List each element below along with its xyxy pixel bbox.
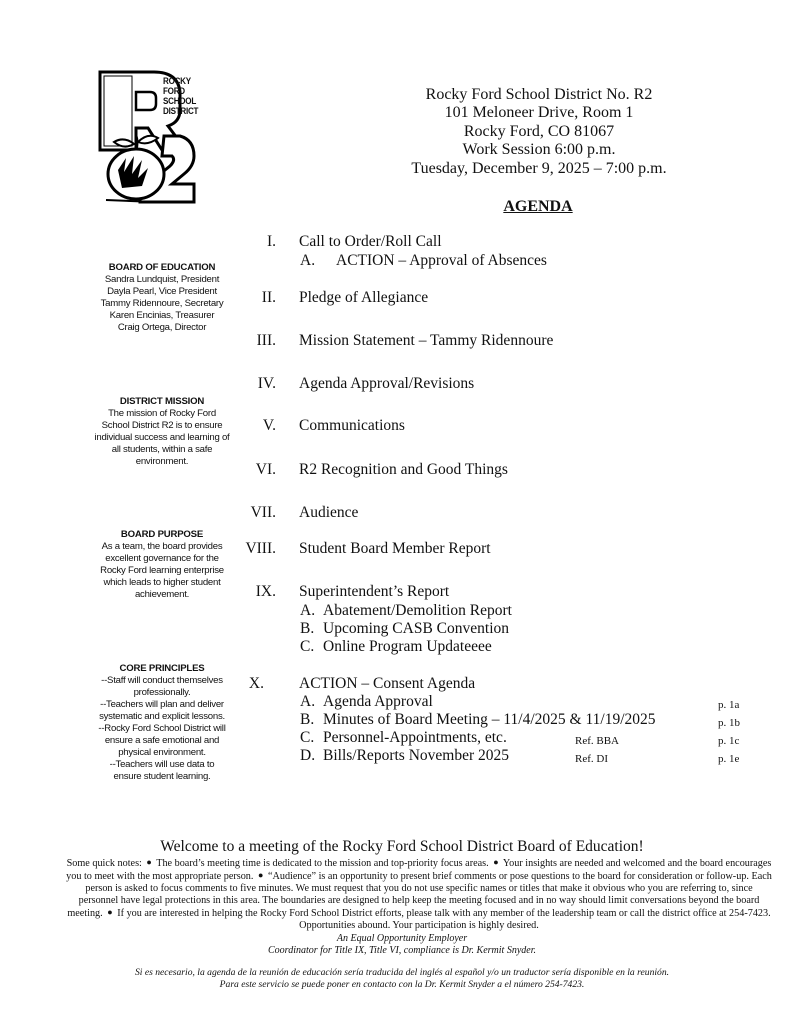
logo-text — [163, 77, 198, 117]
city-line: Rocky Ford, CO 81067 — [463, 122, 615, 140]
title-coordinator: Coordinator for Title IX, Title VI, compliance is Dr. Kermit Snyder. — [268, 944, 536, 956]
principle-line: ensure a safe emotional and — [104, 735, 220, 746]
item-number: V. — [262, 417, 276, 434]
subitem-text: ACTION – Approval of Absences — [336, 252, 547, 269]
bullet-icon: ● — [107, 906, 113, 917]
subitem-text: Upcoming CASB Convention — [323, 620, 510, 637]
equal-opportunity-employer: An Equal Opportunity Employer — [336, 933, 468, 944]
mission-line: all students, within a safe — [111, 444, 213, 455]
item-text: R2 Recognition and Good Things — [299, 461, 508, 478]
subitem-letter: B. — [300, 620, 315, 637]
board-member: Dayla Pearl, Vice President — [107, 286, 217, 297]
board-purpose-section — [78, 529, 246, 601]
equal-opportunity-block — [0, 933, 804, 956]
item-text: ACTION – Consent Agenda — [299, 675, 476, 692]
subitem-text: Online Program Updateeee — [323, 638, 492, 655]
section-title: CORE PRINCIPLES — [119, 663, 205, 674]
principle-line: --Staff will conduct themselves — [101, 675, 223, 686]
page-ref: p. 1b — [718, 717, 740, 729]
purpose-line: excellent governance for the — [105, 553, 219, 564]
note-1: The board’s meeting time is dedicated to the mission and top-priority focus areas. — [156, 858, 489, 869]
policy-ref: Ref. DI — [575, 753, 608, 765]
item-text: Call to Order/Roll Call — [299, 233, 442, 250]
board-member: Karen Encinias, Treasurer — [109, 310, 215, 321]
district-mission-section — [78, 396, 246, 468]
subitem-letter: A. — [300, 602, 316, 619]
note-4: If you are interested in helping the Rocky Ford School District efforts, please talk with any member of the leadership team or call the district office at 254-7423. Opportunities abound. Your participation is highly desired. — [117, 907, 771, 931]
item-text: Pledge of Allegiance — [299, 289, 429, 306]
note-3: “Audience” is an opportunity to present brief comments or pose questions to the board for consideration or follow-up. Each person is asked to focus comments to five minutes. We must request that you do not use specific names or titles that make it obvious who you are referring to, since personnel have legal protections in this area. The boundaries are designed to help keep the meeting focused and in no way should limit conversations beyond the board meeting. — [67, 870, 772, 919]
document-header — [398, 86, 680, 178]
item-text: Agenda Approval/Revisions — [299, 375, 475, 392]
bullet-icon: ● — [146, 857, 152, 867]
subitem-text: Agenda Approval — [323, 693, 433, 710]
core-principles-section — [78, 663, 246, 783]
principle-line: physical environment. — [118, 747, 206, 758]
subitem-letter: A. — [300, 252, 316, 269]
item-number: VII. — [250, 504, 276, 521]
principle-line: professionally. — [133, 687, 191, 698]
purpose-line: which leads to higher student — [103, 577, 221, 588]
bullet-icon: ● — [493, 857, 499, 867]
notes-intro: Some quick notes: — [66, 858, 142, 869]
board-member: Tammy Ridennoure, Secretary — [100, 298, 224, 309]
item-number: II. — [261, 289, 276, 306]
item-number: IX. — [255, 583, 276, 600]
logo-line: ROCKY — [163, 76, 191, 87]
district-logo — [96, 70, 226, 205]
agenda-title: AGENDA — [503, 198, 573, 215]
item-text: Student Board Member Report — [299, 540, 491, 557]
spanish-notice — [0, 967, 804, 990]
district-name: Rocky Ford School District No. R2 — [425, 86, 653, 103]
purpose-line: Rocky Ford learning enterprise — [100, 565, 224, 576]
logo-line: DISTRICT — [163, 106, 199, 117]
board-member: Craig Ortega, Director — [117, 322, 207, 333]
item-number: VIII. — [245, 540, 276, 557]
item-number: IV. — [257, 375, 276, 392]
principle-line: systematic and explicit lessons. — [99, 711, 225, 722]
item-text: Mission Statement – Tammy Ridennoure — [299, 332, 554, 349]
principle-line: --Teachers will plan and deliver — [100, 699, 224, 710]
subitem-text: Abatement/Demolition Report — [323, 602, 512, 619]
item-number: VI. — [255, 461, 276, 478]
mission-line: individual success and learning of — [94, 432, 230, 443]
logo-line: SCHOOL — [163, 96, 197, 107]
board-of-education-section — [78, 262, 246, 334]
principle-line: --Teachers will use data to — [109, 759, 215, 770]
subitem-text: Personnel-Appointments, etc. — [323, 729, 507, 746]
page-ref: p. 1e — [718, 753, 740, 765]
section-title: BOARD PURPOSE — [120, 529, 204, 540]
quick-notes — [66, 857, 772, 931]
policy-ref: Ref. BBA — [575, 735, 619, 747]
subitem-text: Bills/Reports November 2025 — [323, 747, 509, 764]
principle-line: ensure student learning. — [113, 771, 211, 782]
logo-line: FORD — [163, 86, 185, 97]
subitem-letter: A. — [300, 693, 316, 710]
item-number: I. — [266, 233, 276, 250]
mission-line: The mission of Rocky Ford — [108, 408, 216, 419]
r2-logo-icon — [96, 70, 226, 205]
bullet-icon: ● — [257, 869, 264, 880]
item-number: X. — [248, 675, 264, 692]
principle-line: --Rocky Ford School District will — [98, 723, 226, 734]
subitem-letter: C. — [300, 638, 315, 655]
item-text: Superintendent’s Report — [299, 583, 450, 600]
meeting-date-line: Tuesday, December 9, 2025 – 7:00 p.m. — [411, 159, 667, 177]
board-member: Sandra Lundquist, President — [104, 274, 220, 285]
section-title: DISTRICT MISSION — [119, 396, 205, 407]
page-ref: p. 1c — [718, 735, 740, 747]
subitem-letter: D. — [300, 747, 316, 764]
note-2: Your insights are needed and welcomed and the board encourages you to meet with the most appropriate person. — [66, 858, 772, 882]
spanish-line-1: Si es necesario, la agenda de la reunión de educación sería traducida del inglés al español y/o un traductor sería disponible en la reunión. — [134, 967, 670, 978]
mission-line: environment. — [135, 456, 189, 467]
item-number: III. — [256, 332, 276, 349]
page-ref: p. 1a — [718, 699, 740, 711]
mission-line: School District R2 is to ensure — [101, 420, 223, 431]
subitem-letter: C. — [300, 729, 315, 746]
purpose-line: As a team, the board provides — [101, 541, 223, 552]
item-text: Audience — [299, 504, 359, 521]
welcome-heading: Welcome to a meeting of the Rocky Ford School District Board of Education! — [160, 838, 644, 855]
subitem-letter: B. — [300, 711, 315, 728]
subitem-text: Minutes of Board Meeting – 11/4/2025 & 11/19/2025 — [323, 711, 656, 728]
spanish-line-2: Para este servicio se puede poner en contacto con la Dr. Kermit Snyder a el número 254-7423. — [219, 978, 585, 990]
purpose-line: achievement. — [134, 589, 190, 600]
address-line: 101 Meloneer Drive, Room 1 — [444, 104, 634, 122]
work-session-line: Work Session 6:00 p.m. — [462, 141, 616, 159]
section-title: BOARD OF EDUCATION — [108, 262, 216, 273]
item-text: Communications — [299, 417, 405, 434]
